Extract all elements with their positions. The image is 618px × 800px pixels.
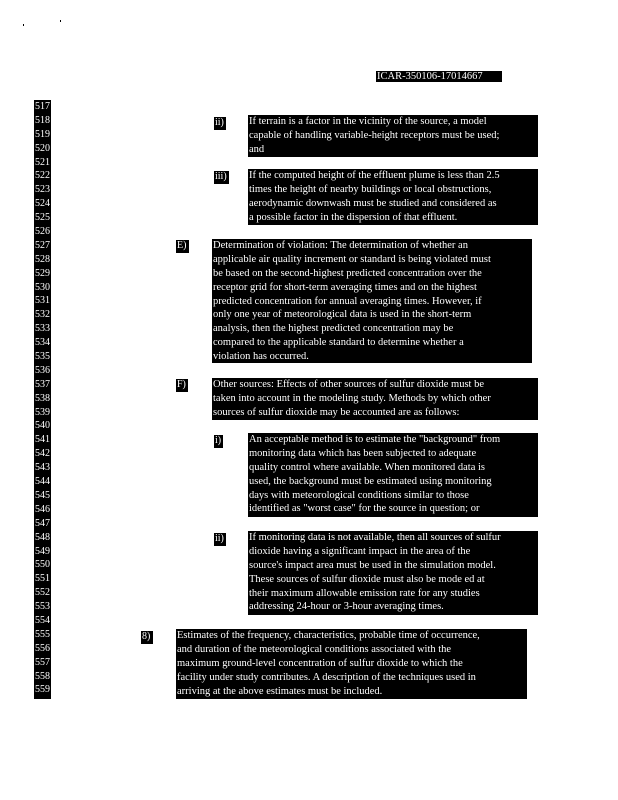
line-number: 520 <box>35 142 50 154</box>
line-number: 535 <box>35 351 50 363</box>
item-f-paragraph <box>212 378 538 420</box>
text-line: and <box>249 143 265 155</box>
text-line: maximum ground-level concentration of sulfur dioxide to which the <box>177 657 463 669</box>
line-number: 530 <box>35 281 50 293</box>
item-iii-paragraph <box>248 169 538 225</box>
text-line: receptor grid for short-term averaging times and on the highest <box>213 281 477 293</box>
line-number: 546 <box>35 503 50 515</box>
line-number: 533 <box>35 323 50 335</box>
line-number: 556 <box>35 642 50 654</box>
text-line: only one year of meteorological data is used in the short-term <box>213 309 472 321</box>
text-line: applicable air quality increment or standard is being violated must <box>213 253 491 265</box>
line-number: 552 <box>35 587 50 599</box>
line-number: 555 <box>35 628 50 640</box>
line-number: 553 <box>35 601 50 613</box>
line-number: 554 <box>35 614 50 626</box>
line-number: 549 <box>35 545 50 557</box>
line-number: 551 <box>35 573 50 585</box>
line-number: 536 <box>35 364 50 376</box>
line-number: 518 <box>35 114 50 126</box>
text-line: If the computed height of the effluent plume is less than 2.5 <box>249 170 500 181</box>
text-line: arriving at the above estimates must be included. <box>177 685 383 697</box>
line-number: 517 <box>35 101 50 112</box>
item-8-paragraph <box>176 629 527 699</box>
text-line: identified as "worst case" for the source in question; or <box>249 503 480 515</box>
text-line: analysis, then the highest predicted concentration may be <box>213 323 454 335</box>
item-f-i-paragraph <box>248 433 538 517</box>
item-f-i-label: i) <box>215 435 222 446</box>
text-line: predicted concentration for annual averaging times. However, if <box>213 295 482 307</box>
line-number: 543 <box>35 462 50 474</box>
text-line: their maximum allowable emission rate for any studies <box>249 587 480 599</box>
text-line: taken into account in the modeling study. Methods by which other <box>213 392 491 404</box>
line-number: 550 <box>35 559 50 571</box>
text-line: facility under study contributes. A description of the techniques used in <box>177 671 476 683</box>
line-number: 521 <box>35 156 50 168</box>
text-line: days with meteorological conditions similar to those <box>249 489 469 501</box>
document-id-header: ICAR-350106-17014667 <box>376 71 502 82</box>
text-line: An acceptable method is to estimate the "background" from <box>249 434 501 445</box>
text-line: violation has occurred. <box>213 351 309 363</box>
line-number: 559 <box>35 684 50 696</box>
text-line: compared to the applicable standard to determine whether a <box>213 337 464 349</box>
line-number: 557 <box>35 656 50 668</box>
line-number: 545 <box>35 489 50 501</box>
line-number: 524 <box>35 198 50 210</box>
text-line: aerodynamic downwash must be studied and considered as <box>249 197 497 209</box>
text-line: quality control where available. When monitored data is <box>249 461 485 473</box>
text-line: These sources of sulfur dioxide must also be mode ed at <box>249 573 485 585</box>
line-number: 529 <box>35 267 50 279</box>
text-line: Determination of violation: The determination of whether an <box>213 240 468 251</box>
text-line: monitoring data which has been subjected to adequate <box>249 447 477 459</box>
item-e-paragraph <box>212 239 532 363</box>
text-line: If monitoring data is not available, then all sources of sulfur <box>249 532 501 543</box>
line-number: 538 <box>35 392 50 404</box>
text-line: addressing 24-hour or 3-hour averaging times. <box>249 601 444 613</box>
line-number: 528 <box>35 253 50 265</box>
text-line: source's impact area must be used in the simulation model. <box>249 559 496 571</box>
text-line: If terrain is a factor in the vicinity of the source, a model <box>249 116 487 127</box>
item-ii-paragraph <box>248 115 538 157</box>
text-line: times the height of nearby buildings or local obstructions, <box>249 183 492 195</box>
text-line: Other sources: Effects of other sources of sulfur dioxide must be <box>213 379 484 390</box>
line-number: 558 <box>35 670 50 682</box>
text-line: and duration of the meteorological conditions associated with the <box>177 643 452 655</box>
line-number: 542 <box>35 448 50 460</box>
line-number: 541 <box>35 434 50 446</box>
item-ii-label: ii) <box>214 117 226 130</box>
text-line: be based on the second-highest predicted concentration over the <box>213 267 482 279</box>
line-number: 547 <box>35 517 50 529</box>
scan-speck <box>60 20 61 22</box>
scan-speck <box>23 24 24 26</box>
line-number: 532 <box>35 309 50 321</box>
line-number: 548 <box>35 531 50 543</box>
text-line: Estimates of the frequency, characteristics, probable time of occurrence, <box>177 630 480 641</box>
text-line: used, the background must be estimated using monitoring <box>249 475 492 487</box>
line-number: 522 <box>35 170 50 182</box>
line-number: 527 <box>35 239 50 251</box>
line-number: 526 <box>35 226 50 238</box>
item-8-label: 8) <box>141 631 153 644</box>
item-iii-label: iii) <box>214 171 229 184</box>
line-number: 519 <box>35 128 50 140</box>
line-number: 525 <box>35 212 50 224</box>
text-line: a possible factor in the dispersion of that effluent. <box>249 211 458 223</box>
line-number: 539 <box>35 406 50 418</box>
line-number-gutter <box>34 100 51 699</box>
line-number: 544 <box>35 476 50 488</box>
text-line: capable of handling variable-height receptors must be used; <box>249 129 500 141</box>
text-line: sources of sulfur dioxide may be accounted are as follows: <box>213 406 460 418</box>
line-number: 537 <box>35 378 50 390</box>
item-f-ii-label: ii) <box>214 533 226 546</box>
line-number: 531 <box>35 295 50 307</box>
item-f-label: F) <box>176 379 188 392</box>
item-e-label: E) <box>176 240 189 253</box>
line-number: 534 <box>35 337 50 349</box>
item-f-ii-paragraph <box>248 531 538 615</box>
line-number: 540 <box>35 420 50 432</box>
line-number: 523 <box>35 184 50 196</box>
text-line: dioxide having a significant impact in the area of the <box>249 545 471 557</box>
